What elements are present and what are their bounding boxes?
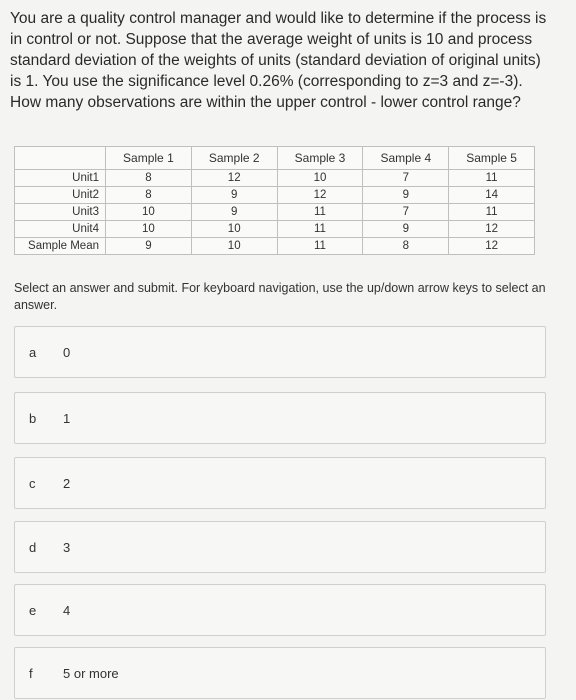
table-cell: 12 <box>277 187 363 204</box>
table-cell: 7 <box>363 170 449 187</box>
table-row <box>15 170 535 187</box>
table-cell: 10 <box>191 221 277 238</box>
table-cell: 10 <box>277 170 363 187</box>
table-header-cell: Sample 2 <box>191 147 277 170</box>
table-cell: 12 <box>449 221 535 238</box>
table-cell: 12 <box>191 170 277 187</box>
option-letter: d <box>29 540 37 555</box>
table-row <box>15 221 535 238</box>
table-cell: 7 <box>363 204 449 221</box>
table-cell: 11 <box>277 221 363 238</box>
table-cell: 10 <box>106 204 192 221</box>
table-cell: 10 <box>106 221 192 238</box>
answer-option-d[interactable] <box>14 521 546 573</box>
table-row <box>15 204 535 221</box>
option-letter: c <box>29 476 36 491</box>
option-text: 0 <box>63 345 71 360</box>
table-header-cell: Sample 5 <box>449 147 535 170</box>
option-letter: f <box>29 666 33 681</box>
table-header-cell <box>15 147 106 170</box>
table-cell: 9 <box>191 187 277 204</box>
option-text: 1 <box>63 411 71 426</box>
table-header-row <box>15 147 535 170</box>
row-label: Unit3 <box>15 204 106 221</box>
table-cell: 11 <box>449 204 535 221</box>
table-cell: 8 <box>363 238 449 255</box>
table-cell: 10 <box>191 238 277 255</box>
option-text: 3 <box>63 540 71 555</box>
option-letter: e <box>29 603 37 618</box>
data-table <box>14 146 535 255</box>
table-cell: 9 <box>191 204 277 221</box>
table-header-cell: Sample 1 <box>106 147 192 170</box>
table-cell: 9 <box>106 238 192 255</box>
table-cell: 12 <box>449 238 535 255</box>
instructions-text: Select an answer and submit. For keyboard navigation, use the up/down arrow keys to select an answer. <box>14 281 546 312</box>
question-text: You are a quality control manager and would like to determine if the process is in control or not. Suppose that the average weight of units is 10 and process standard deviation of the weights of units (standard deviation of original units) is 1. You use the significance level 0.26% (corresponding to z=3 and z=-3). How many observations are within the upper control - lower control range? <box>10 10 547 111</box>
answer-option-c[interactable] <box>14 457 546 509</box>
table-cell: 8 <box>106 170 192 187</box>
table-cell: 14 <box>449 187 535 204</box>
table-cell: 9 <box>363 221 449 238</box>
row-label: Unit1 <box>15 170 106 187</box>
answer-option-a[interactable] <box>14 326 546 378</box>
option-letter: a <box>29 345 37 360</box>
table-cell: 8 <box>106 187 192 204</box>
answer-option-b[interactable] <box>14 392 546 444</box>
option-text: 5 or more <box>63 666 119 681</box>
table-cell: 11 <box>277 204 363 221</box>
table-cell: 11 <box>449 170 535 187</box>
table-row <box>15 238 535 255</box>
row-label: Sample Mean <box>15 238 106 255</box>
table-header-cell: Sample 3 <box>277 147 363 170</box>
table-cell: 9 <box>363 187 449 204</box>
table-header-cell: Sample 4 <box>363 147 449 170</box>
option-letter: b <box>29 411 37 426</box>
option-text: 2 <box>63 476 71 491</box>
row-label: Unit4 <box>15 221 106 238</box>
answer-option-f[interactable] <box>14 647 546 699</box>
answer-option-e[interactable] <box>14 584 546 636</box>
table-cell: 11 <box>277 238 363 255</box>
table-row <box>15 187 535 204</box>
row-label: Unit2 <box>15 187 106 204</box>
option-text: 4 <box>63 603 71 618</box>
